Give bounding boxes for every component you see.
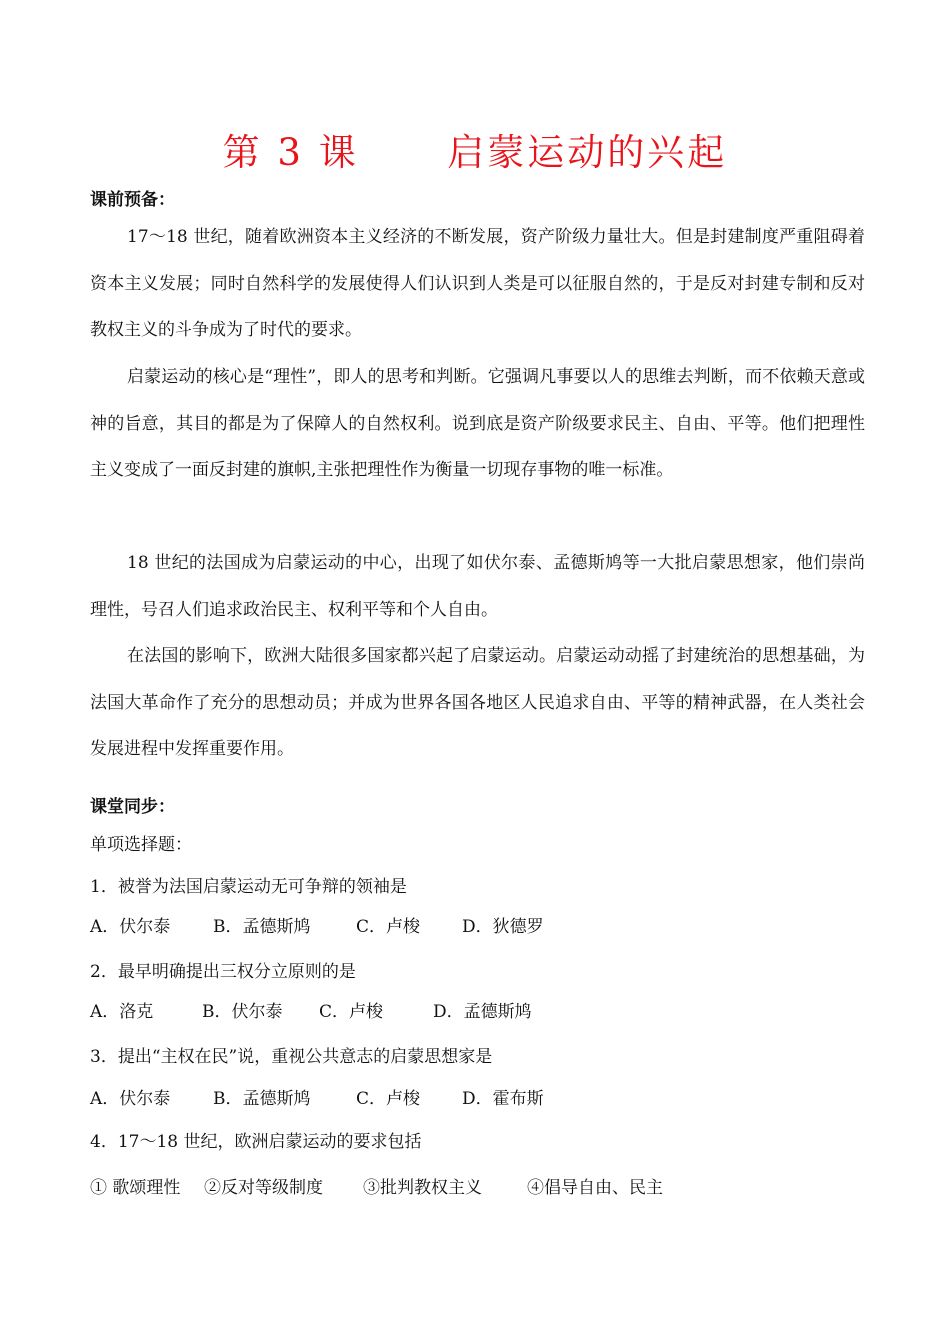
option-a: A．伏尔泰 xyxy=(90,1089,171,1109)
statement-4: ④倡导自由、民主 xyxy=(527,1178,663,1198)
class-heading: 课堂同步： xyxy=(90,797,175,817)
lesson-title: 第 3 课 启蒙运动的兴起 xyxy=(222,131,728,174)
question-4: 4．17～18 世纪，欧洲启蒙运动的要求包括 xyxy=(90,1132,422,1152)
option-d: D．狄德罗 xyxy=(462,917,544,937)
question-4-options xyxy=(90,1176,663,1200)
statement-2: ②反对等级制度 xyxy=(204,1178,323,1198)
question-2-options xyxy=(90,1000,532,1024)
option-d: D．孟德斯鸠 xyxy=(433,1002,532,1022)
paragraph-3: 18 世纪的法国成为启蒙运动的中心，出现了如伏尔泰、孟德斯鸠等一大批启蒙思想家，他们崇尚理性，号召人们追求政治民主、权利平等和个人自由。 xyxy=(90,553,865,620)
question-type: 单项选择题： xyxy=(90,835,192,855)
option-c: C．卢梭 xyxy=(319,1002,384,1022)
statement-3: ③批判教权主义 xyxy=(363,1178,482,1198)
option-b: B．孟德斯鸠 xyxy=(213,1089,311,1109)
preview-heading: 课前预备： xyxy=(90,190,175,210)
paragraph-1: 17～18 世纪，随着欧洲资本主义经济的不断发展，资产阶级力量壮大。但是封建制度严重阻碍着资本主义发展；同时自然科学的发展使得人们认识到人类是可以征服自然的，于是反对封建专制和反对教权主义的斗争成为了时代的要求。 xyxy=(90,227,865,340)
option-c: C．卢梭 xyxy=(356,1089,421,1109)
question-3: 3．提出“主权在民”说，重视公共意志的启蒙思想家是 xyxy=(90,1047,493,1067)
option-a: A．洛克 xyxy=(90,1002,154,1022)
question-1-options xyxy=(90,915,544,939)
option-d: D．霍布斯 xyxy=(462,1089,544,1109)
option-c: C．卢梭 xyxy=(356,917,421,937)
option-a: A．伏尔泰 xyxy=(90,917,171,937)
question-2: 2．最早明确提出三权分立原则的是 xyxy=(90,962,356,982)
paragraph-4: 在法国的影响下，欧洲大陆很多国家都兴起了启蒙运动。启蒙运动动摇了封建统治的思想基础，为法国大革命作了充分的思想动员；并成为世界各国各地区人民追求自由、平等的精神武器，在人类社会发展进程中发挥重要作用。 xyxy=(90,646,865,759)
question-1: 1．被誉为法国启蒙运动无可争辩的领袖是 xyxy=(90,877,407,897)
option-b: B．伏尔泰 xyxy=(202,1002,283,1022)
paragraph-2: 启蒙运动的核心是“理性”，即人的思考和判断。它强调凡事要以人的思维去判断，而不依赖天意或神的旨意，其目的都是为了保障人的自然权利。说到底是资产阶级要求民主、自由、平等。他们把理性主义变成了一面反封建的旗帜,主张把理性作为衡量一切现存事物的唯一标准。 xyxy=(90,367,865,480)
option-b: B．孟德斯鸠 xyxy=(213,917,311,937)
statement-1: ① 歌颂理性 xyxy=(90,1178,181,1198)
question-3-options xyxy=(90,1087,544,1111)
